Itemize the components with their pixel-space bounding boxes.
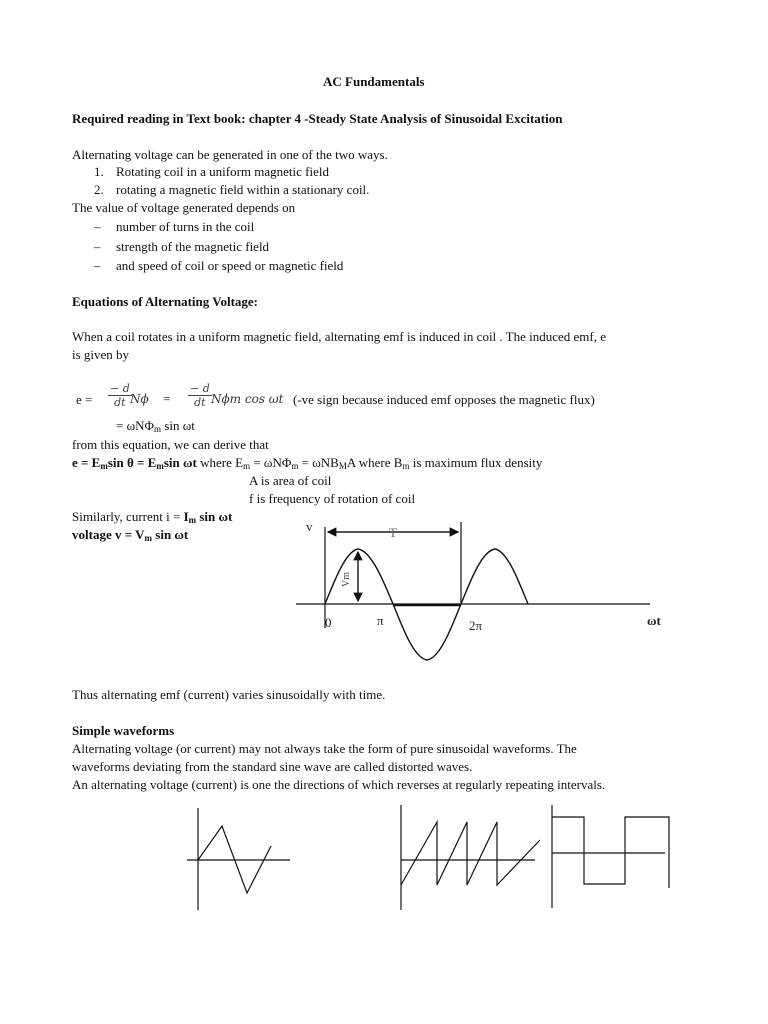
omega-t-label: ωt [647,613,661,628]
intro-text: Alternating voltage can be generated in one of the two ways. [72,147,388,162]
t-label: T [389,525,397,540]
dash-bullet: – [94,258,101,273]
derivative-fraction [108,382,132,409]
page-title: AC Fundamentals [323,74,425,89]
vm-label: Vm [341,572,352,587]
list-item-number: 1. [94,164,104,179]
equation-line: = ωNΦ$_m$ sin ωt [116,418,195,434]
triangle-wave [198,826,271,893]
paragraph: from this equation, we can derive that [72,437,269,452]
paragraph: waveforms deviating from the standard sine wave are called distorted waves. [72,759,473,774]
current-equation: Similarly, current $i = I_m$ sin ωt [72,509,233,525]
dash-bullet: – [94,239,101,254]
paragraph: Thus alternating emf (current) varies sinusoidally with time. [72,687,386,702]
paragraph: Alternating voltage (or current) may not always take the form of pure sinusoidal waveforms. The [72,741,577,756]
list-item: number of turns in the coil [116,219,255,234]
square-wave [552,817,669,888]
required-reading: Required reading in Text book: chapter 4 -Steady State Analysis of Sinusoidal Excitation [72,111,563,126]
paragraph: is given by [72,347,130,362]
section-heading: Simple waveforms [72,723,175,738]
section-heading: Equations of Alternating Voltage: [72,294,258,309]
pi-label: π [377,613,384,628]
second-positive-half-cycle [461,549,528,604]
positive-half-cycle [325,549,393,604]
paragraph: An alternating voltage (current) is one the directions of which reverses at regularly repeating intervals. [72,777,606,792]
definition-line: A is area of coil [249,473,332,488]
depends-intro: The value of voltage generated depends on [72,200,296,215]
definition-line: f is frequency of rotation of coil [249,491,416,506]
equation-term: Nϕm cos ωt [211,392,284,406]
two-pi-label: 2π [469,618,483,633]
equation-note: (-ve sign because induced emf opposes the magnetic flux) [293,392,595,407]
negative-half-cycle [393,604,461,660]
voltage-equation: voltage $v = V_m$ sin ωt [72,527,189,543]
list-item: rotating a magnetic field within a stationary coil. [116,182,370,197]
equation-lhs: e = [76,392,93,407]
paragraph: When a coil rotates in a uniform magnetic field, alternating emf is induced in coil . The induced emf, e [72,329,607,344]
fraction-numerator: − d [110,382,130,395]
fraction-numerator: − d [190,382,210,395]
list-item: and speed of coil or speed or magnetic field [116,258,344,273]
equation-equals: = [163,391,171,406]
sawtooth-wave [401,822,540,885]
list-item-number: 2. [94,182,104,197]
derivative-fraction [188,382,212,409]
equation-term: Nϕ [130,392,149,406]
v-label: v [306,519,313,534]
fraction-denominator: dt [194,396,206,409]
list-item: Rotating coil in a uniform magnetic field [116,164,330,179]
zero-label: 0 [325,615,332,630]
dash-bullet: – [94,219,101,234]
equation-emf: $e = E_m\sin$ $\theta = E_m\sin$ ωt where $E_m = \omega N\Phi_m = \omega NB_MA$ where $B_m$ is maximum flux density [72,455,543,471]
fraction-denominator: dt [114,396,126,409]
list-item: strength of the magnetic field [116,239,270,254]
